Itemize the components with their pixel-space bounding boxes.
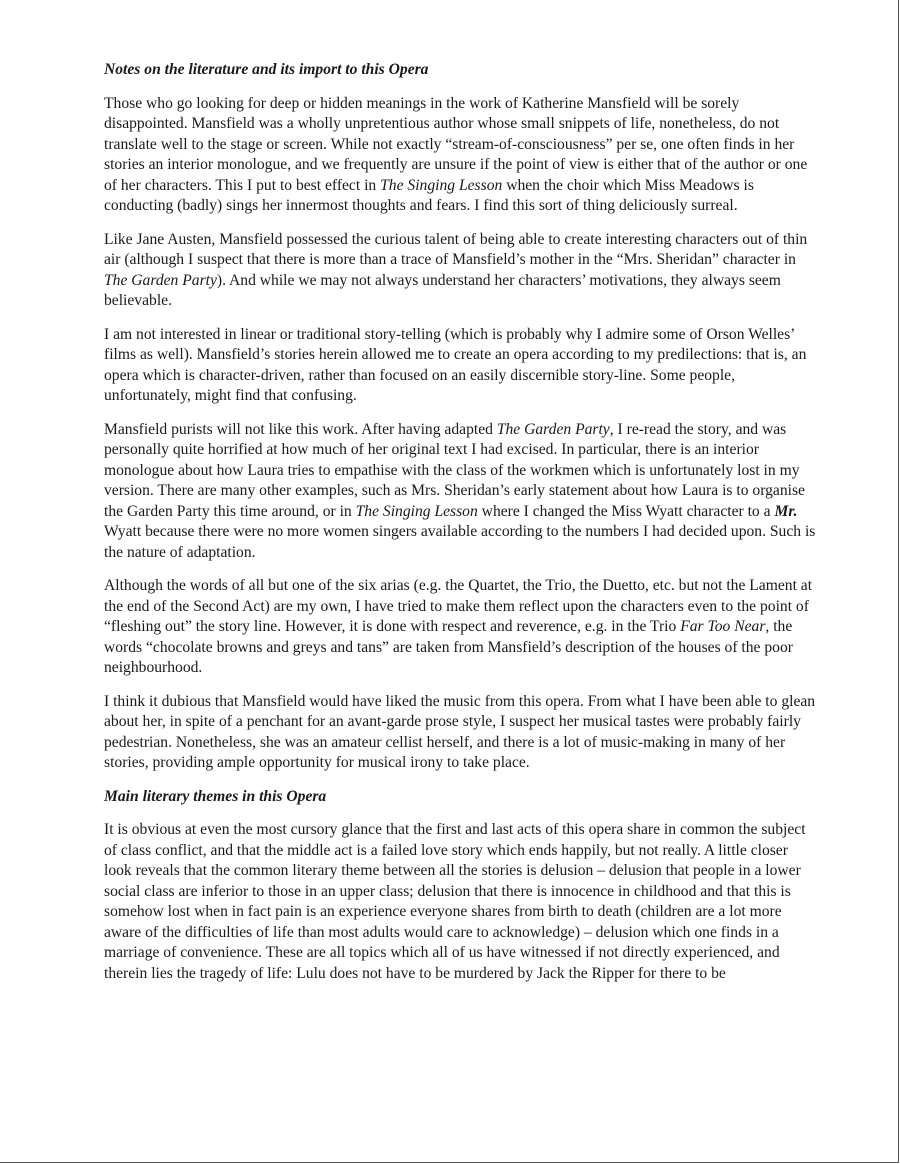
text-run: , I re-read the story, and was personally quite horrified at how much of her original text I had excised. In particular, there is an interior monologue about how Laura tries to empathise with the class of the workmen which is unfortunately lost in my version. There are many other examples, such as Mrs. Sheridan’s early statement about how Laura is to organise the Garden Party this time around, or in — [104, 420, 805, 520]
paragraph — [104, 420, 816, 564]
paragraph — [104, 325, 816, 407]
document-body — [104, 60, 816, 997]
text-run: , the words “chocolate browns and greys and tans” are taken from Mansfield’s description of the houses of the poor neighbourhood. — [104, 618, 793, 676]
paragraph — [104, 230, 816, 312]
bold-italic-emphasis: Mr. — [774, 502, 798, 520]
italic-title: The Singing Lesson — [355, 502, 478, 520]
italic-title: Far Too Near — [680, 618, 766, 635]
text-run: ). And while we may not always understand her characters’ motivations, they always seem believable. — [104, 271, 781, 309]
text-run: I am not interested in linear or traditional story-telling (which is probably why I admire some of Orson Welles’ films as well). Mansfield’s stories herein allowed me to create an opera according to my predilections: that is, an opera which is character-driven, rather than focused on an easily discernible story-line. Some people, unfortunately, might find that confusing. — [104, 325, 807, 404]
paragraph — [104, 692, 816, 774]
text-run: Although the words of all but one of the six arias (e.g. the Quartet, the Trio, the Duetto, etc. but not the Lament at the end of the Second Act) are my own, I have tried to make them reflect upon the characters even to the point of “fleshing out” the story line. However, it is done with respect and reverence, e.g. in the Trio — [104, 577, 813, 635]
text-run: Wyatt because there were no more women singers available according to the numbers I had decided upon. Such is the nature of adaptation. — [104, 523, 816, 561]
italic-title: The Garden Party — [496, 420, 610, 438]
section-heading-notes: Notes on the literature and its import to this Opera — [104, 61, 429, 78]
italic-title: The Garden Party — [104, 271, 217, 289]
paragraph — [104, 820, 816, 984]
text-run: It is obvious at even the most cursory glance that the first and last acts of this opera share in common the subject of class conflict, and that the middle act is a failed love story which ends happily, but not really. A little closer look reveals that the common literary theme between all the stories is delusion – delusion that people in a lower social class are inferior to those in an upper class; delusion that there is innocence in childhood and that this is somehow lost when in fact pain is an experience everyone shares from birth to death (children are a lot more aware of the difficulties of life than most adults would care to acknowledge) – delusion which one finds in a marriage of convenience. These are all topics which all of us have witnessed if not directly experienced, and therein lies the tragedy of life: Lulu does not have to be murdered by Jack the Ripper for there to be — [104, 821, 806, 982]
text-run: where I changed the Miss Wyatt character to a — [477, 502, 775, 520]
section-heading-themes: Main literary themes in this Opera — [104, 787, 327, 805]
paragraph — [104, 94, 816, 217]
text-run: Like Jane Austen, Mansfield possessed the curious talent of being able to create interesting characters out of thin air (although I suspect that there is more than a trace of Mansfield’s mother in the “Mrs. Sheridan” character in — [104, 230, 808, 268]
paragraph — [104, 576, 816, 679]
text-run: I think it dubious that Mansfield would have liked the music from this opera. From what I have been able to glean about her, in spite of a penchant for an avant-garde prose style, I suspect her musical tastes were probably fairly pedestrian. Nonetheless, she was an amateur cellist herself, and there is a lot of music-making in many of her stories, providing ample opportunity for musical irony to take place. — [104, 692, 816, 771]
text-run: Mansfield purists will not like this work. After having adapted — [104, 420, 497, 438]
text-run: when the choir which Miss Meadows is conducting (badly) sings her innermost thoughts and fears. I find this sort of thing deliciously surreal. — [104, 176, 754, 214]
text-run: Those who go looking for deep or hidden meanings in the work of Katherine Mansfield will be sorely disappointed. Mansfield was a wholly unpretentious author whose small snippets of life, nonetheless, do not translate well to the stage or screen. While not exactly “stream-of-consciousness” per se, one often finds in her stories an interior monologue, and we frequently are unsure if the point of view is either that of the author or one of her characters. This I put to best effect in — [104, 94, 808, 194]
italic-title: The Singing Lesson — [380, 176, 503, 194]
